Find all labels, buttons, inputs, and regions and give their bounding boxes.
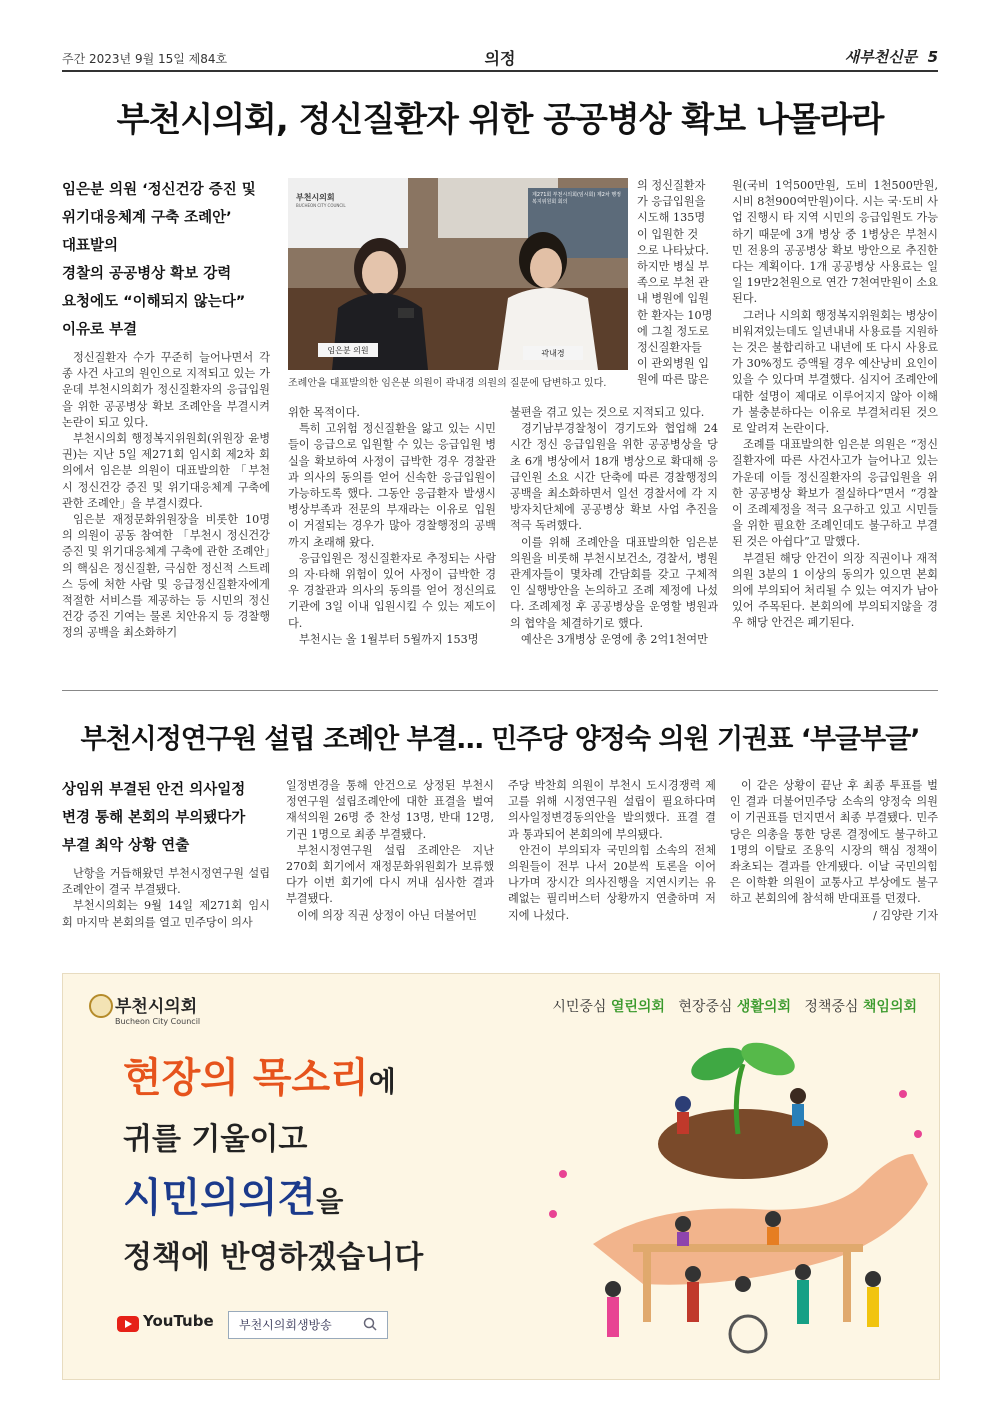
text-line: 하지만 병실 부	[637, 260, 709, 274]
council-photo	[288, 178, 628, 370]
photo-brand-sub: BUCHEON CITY COUNCIL	[296, 203, 346, 208]
subhead-2-line: 이유로 부결	[62, 322, 138, 338]
hand-sprout-illustration	[533, 1034, 933, 1374]
paragraph: 안건이 부의되자 국민의힘 소속의 전체 의원들이 전부 나서 20분씩 토론을 이어 나가며 장시간 의사진행을 지연시키는 유례없는 필리버스터 상황까지 연출하며 저지에 나섰다.	[508, 843, 716, 922]
section-title: 의정	[484, 49, 516, 68]
youtube-search-box[interactable]	[228, 1311, 388, 1339]
photo-screen-text: 제271회 부천시의회(임시회) 제2차 행정복지위원회 회의	[532, 192, 622, 205]
header-rule	[62, 70, 938, 72]
text-line: 이 입원한 것	[637, 227, 699, 241]
text-line: 에 그칠 정도로	[637, 324, 709, 338]
council-seal-icon	[89, 994, 113, 1018]
paper-name	[845, 46, 938, 67]
paragraph: 예산은 3개병상 운영에 총 2억1천여만	[521, 632, 708, 646]
article1-column-4	[732, 178, 938, 632]
subhead-3-line: 변경 통해 본회의 부의됐다가	[62, 810, 246, 826]
paragraph: 원(국비 1억500만원, 도비 1천500만원, 시비 8천900여만원)이다. 시는 국·도비 사업 진행시 타 지역 시민의 응급입원도 가능하기 때문에 3개 병상 중 1병상은 부천시민 전용의 공공병상 확보 방안으로 추진한다는 계획이다. 1개 공공병상 사용료는 일일 19만2천원으로 연간 7천여만원이 소요된다.	[732, 179, 938, 306]
subhead-1-line: 임은분 의원 ‘정신건강 증진 및	[62, 182, 256, 198]
photo-brand: 부천시의회	[296, 193, 335, 202]
ad-line-3-tail: 을	[316, 1185, 344, 1218]
ad-logo	[115, 992, 200, 1026]
text-line: 시도해 135명	[637, 211, 706, 225]
paragraph: 부결된 해당 안건이 의장 직권이나 재적의원 3분의 1 이상의 동의가 있으면 본회의에 부의되어 처리될 수 있는 여지가 남아있어 주목된다. 본회의에 부의되지않을 경우 해당 안건은 폐기된다.	[732, 551, 938, 630]
headline-1: 부천시의회, 정신질환자 위한 공공병상 확보 나몰라라	[116, 100, 884, 140]
search-icon	[363, 1317, 377, 1331]
article1-column-3	[510, 405, 718, 648]
ad-slogan	[552, 996, 917, 1016]
paragraph: 조례를 대표발의한 임은분 의원은 “정신질환자에 따른 사건사고가 늘어나고 있는 가운데 이들 정신질환자의 응급입원을 위한 공공병상 확보가 절실하다”면서 “경찰이 조례제정을 적극 요구하고 있고 시민들을 위한 필요한 조례인데도 불구하고 부결된 것은 아쉽다”고 말했다.	[732, 438, 938, 549]
article2-column-4	[730, 778, 938, 924]
subhead-2-line: 경찰의 공공병상 확보 강력	[62, 266, 232, 282]
nameplate-2: 곽내경	[541, 349, 565, 358]
ad-logo-text: 부천시의회	[115, 997, 198, 1017]
text-line: 한 환자는 10명	[637, 308, 713, 322]
subhead-3-line: 부결 최악 상황 연출	[62, 838, 190, 854]
paragraph: 경기남부경찰청이 경기도와 협업해 24시간 정신 응급입원을 위한 공공병상을 당초 6개 병상에서 18개 병상으로 확대해 응급인원 소요 시간 단축에 따른 경찰행정의 공백을 최소화하면서 일선 경찰서에 각 지방자치단체에 공공병상 확보 사업 추진을 적극 독려했다.	[510, 422, 718, 533]
youtube-play-icon	[117, 1316, 139, 1332]
text-line: 원에 따른 많은	[637, 373, 709, 387]
subhead-1-line: 대표발의	[62, 238, 119, 254]
paragraph: 주당 박찬희 의원이 부천시 도시경쟁력 제고를 위해 시정연구원 설립이 필요하다며 의사일정변경동의안을 발의했다. 표결 결과 통과되어 본회의에 부의됐다.	[508, 779, 716, 841]
paragraph: 이를 위해 조례안을 대표발의한 임은분 의원을 비롯해 부천시보건소, 경찰서, 병원 관계자들이 몇차례 간담회를 갖고 구체적인 실행방안을 논의하고 조례 제정에 나섰다. 조례제정 후 공공병상을 운영할 병원과의 협약을 체결하기로 했다.	[510, 535, 718, 630]
ad-line-3-emph: 시민의의견	[123, 1174, 317, 1221]
subhead-3-line: 상임위 부결된 안건 의사일정	[62, 782, 246, 798]
ad-line-1-emph: 현장의 목소리	[123, 1054, 369, 1101]
youtube-search-text: 부천시의회생방송	[239, 1318, 332, 1332]
article1-column-2	[288, 405, 496, 648]
slogan-plain: 현장중심	[678, 999, 737, 1015]
photo-caption: 조례안을 대표발의한 임은분 의원이 곽내경 의원의 질문에 답변하고 있다.	[288, 378, 607, 389]
slogan-highlight: 생활의회	[736, 999, 791, 1015]
article1-column-1	[62, 350, 270, 642]
slogan-highlight: 책임의회	[862, 999, 917, 1015]
article-divider	[62, 690, 938, 691]
ad-line-4: 정책에 반영하겠습니다	[123, 1240, 424, 1275]
paragraph: 특히 고위험 정신질환을 앓고 있는 시민들이 응급으로 입원할 수 있는 응급입원 병실을 확보하여 사정이 급박한 경우 경찰관과 의사의 동의를 얻어 신속한 응급입원이 가능하도록 했다. 그동안 응급환자 발생시 병상부족과 전문의 부재라는 이유로 입원이 거절되는 경우가 많아 경찰행정의 공백까지 초래해 왔다.	[288, 422, 496, 549]
ad-line-3	[123, 1166, 343, 1223]
byline: / 김양란 기자	[873, 908, 938, 922]
subhead-1-line: 위기대응체계 구축 조례안’	[62, 210, 232, 226]
ad-line-1	[123, 1046, 396, 1103]
paragraph: 이 같은 상황이 끝난 후 최종 투표를 벌인 결과 더불어민주당 소속의 양정숙 의원이 기권표를 던지면서 최종 부결됐다. 민주당은 의총을 통한 당론 결정에도 불구하고 1명의 이탈로 조용익 시장의 핵심 정책이 좌초되는 결과를 안게됐다. 이날 국민의힘은 이학환 의원이 교통사고 부상에도 불구하고 본회의에 참석해 반대표를 던졌다.	[730, 779, 938, 906]
slogan-plain: 시민중심	[552, 999, 611, 1015]
subhead-2	[62, 260, 277, 344]
nameplate-1: 임은분 의원	[327, 346, 369, 355]
paragraph: 응급입원은 정신질환자로 추정되는 사람의 자·타해 위험이 있어 사정이 급박한 경우 경찰관과 의사의 동의를 얻어 정신의료 기관에 3일 이내 입원시킬 수 있는 제도이다.	[288, 551, 496, 630]
text-line: 내 병원에 입원	[637, 292, 709, 306]
paragraph: 임은분 재정문화위원장을 비롯한 10명의 의원이 공동 참여한 「부천시 정신건강 증진 및 위기대응체계 구축에 관한 조례안」의 핵심은 정신질환, 극심한 정신적 스트레스 등에 처한 사람 및 응급정신질환자에게 적절한 서비스를 제공하는 등 시민의 정신건강 증진 기여는 물론 치안유지 등 경찰행정의 공백을 최소화하기	[62, 513, 270, 640]
youtube-logo: YouTube	[143, 1312, 214, 1330]
article2-column-3	[508, 778, 716, 924]
headline-2: 부천시정연구원 설립 조례안 부결… 민주당 양정숙 의원 기권표 ‘부글부글’	[80, 724, 920, 755]
slogan-highlight: 열린의회	[610, 999, 665, 1015]
paragraph: 난항을 거듭해왔던 부천시정연구원 설립 조례안이 결국 부결됐다.	[62, 867, 270, 897]
text-line: 의 정신질환자	[637, 179, 706, 192]
paragraph: 부천시의회 행정복지위원회(위원장 윤병권)는 지난 5일 제271회 임시회 제2차 회의에서 임은분 의원이 대표발의한 「부천시 정신건강 증진 및 위기대응체계 구축에 관한 조례안」을 부결시켰다.	[62, 432, 270, 510]
issue-date: 주간 2023년 9월 15일 제84호	[62, 52, 228, 66]
paragraph: 부천시의회는 9월 14일 제271회 임시회 마지막 본회의를 열고 민주당이 의사	[62, 899, 270, 929]
article1-column-3-top	[637, 178, 719, 389]
page-number: 5	[927, 48, 938, 66]
text-line: 이 관외병원 입	[637, 357, 709, 371]
paragraph: 일정변경을 통해 안건으로 상정된 부천시정연구원 설립조례안에 대한 표결을 벌여 재석의원 26명 중 찬성 13명, 반대 12명, 기권 1명으로 최종 부결됐다.	[286, 779, 494, 841]
paragraph: 그러나 시의회 행정복지위원회는 병상이 비워져있는데도 일년내내 사용료를 지원하는 것은 불합리하고 내년에 또 다시 사용료가 30%정도 증액될 경우 예산낭비 요인이 있을 수 있다며 부결했다. 심지어 조례안에 대한 설명이 제대로 이루어지지 않아 이해가 불충분하다는 이유로 부결처리된 것으로 알려져 논란이다.	[732, 308, 938, 436]
paper-title: 새부천신문	[844, 48, 918, 66]
council-advertisement	[62, 973, 940, 1380]
text-line: 족으로 부천 관	[637, 276, 709, 290]
ad-line-1-tail: 에	[368, 1065, 396, 1098]
paragraph: 정신질환자 수가 꾸준히 늘어나면서 각종 사건 사고의 원인으로 지적되고 있는 가운데 부천시의회가 정신질환자의 응급입원을 위한 공공병상 확보 조례안을 부결시켜 논란이 되고 있다.	[62, 351, 270, 429]
text-line: 가 응급입원을	[637, 195, 706, 209]
paragraph: 이에 의장 직권 상정이 아닌 더불어민	[297, 908, 477, 922]
text-line: 으로 나타났다.	[637, 243, 709, 257]
paragraph: 위한 목적이다.	[288, 406, 360, 419]
text-line: 정신질환자들	[637, 341, 702, 355]
paragraph: 불편을 겪고 있는 것으로 지적되고 있다.	[510, 406, 705, 419]
paragraph: 부천시정연구원 설립 조례안은 지난 270회 회기에서 재정문화위원회가 보류했다가 이번 회기에 다시 꺼내 심사한 결과 부결됐다.	[286, 843, 494, 906]
subhead-1	[62, 176, 277, 260]
slogan-plain: 정책중심	[804, 999, 863, 1015]
ad-line-2: 귀를 기울이고	[123, 1122, 308, 1157]
subhead-2-line: 요청에도 “이해되지 않는다”	[62, 294, 246, 310]
article2-column-1	[62, 866, 270, 931]
paragraph: 부천시는 올 1월부터 5월까지 153명	[299, 632, 479, 646]
article2-column-2	[286, 778, 494, 924]
ad-logo-sub: Bucheon City Council	[115, 1017, 201, 1026]
subhead-3	[62, 776, 277, 860]
